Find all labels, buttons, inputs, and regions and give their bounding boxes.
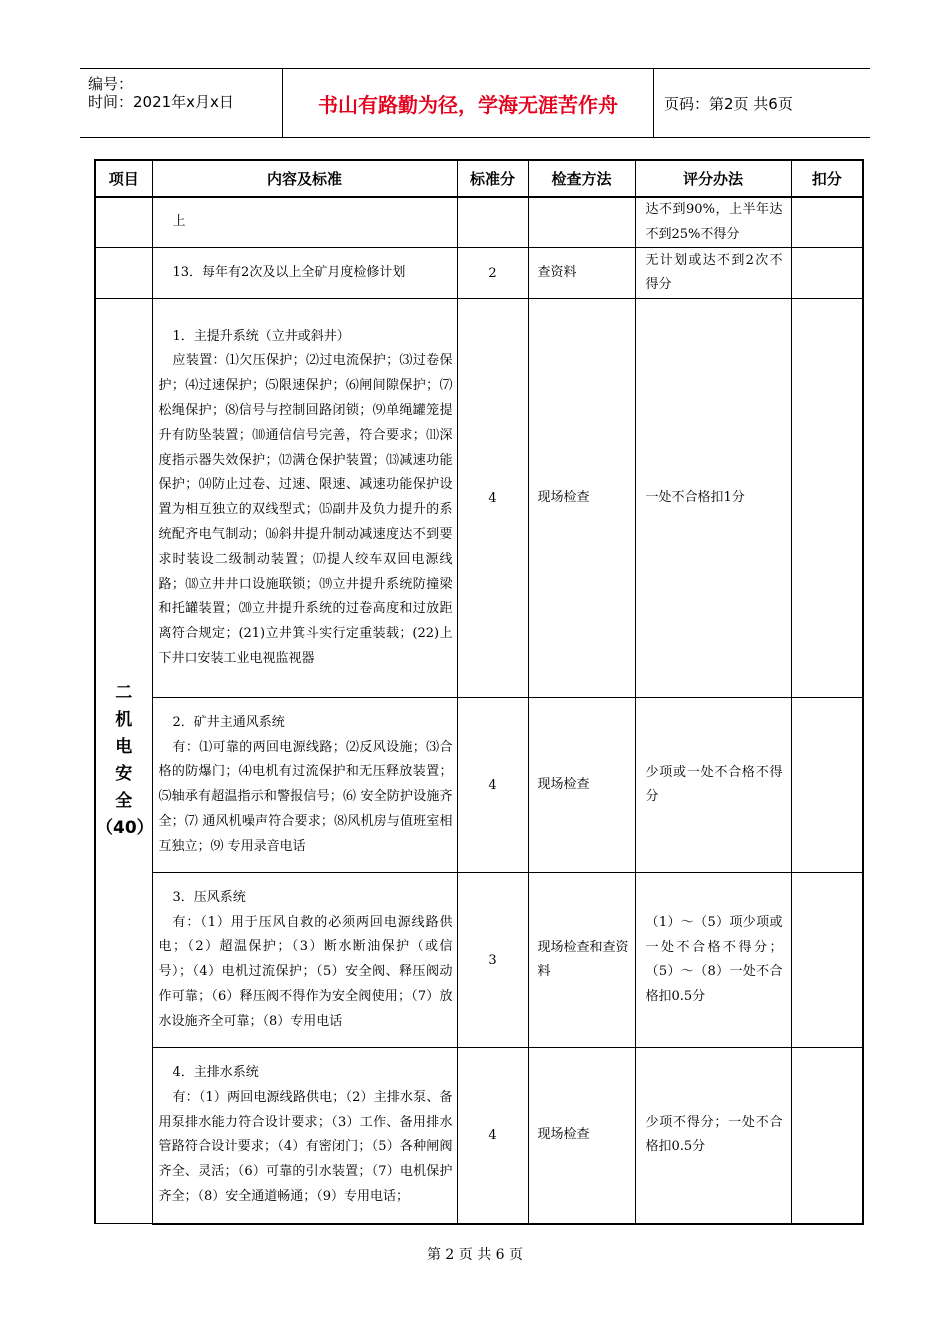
method-cell: 现场检查 (528, 698, 635, 873)
deduction-cell (791, 698, 863, 873)
category-line: 二 (115, 683, 133, 704)
rule-cell: 少项或一处不合格不得分 (635, 698, 791, 873)
table-row (95, 299, 863, 698)
column-header-method: 检查方法 (528, 160, 635, 197)
deduction-cell (791, 248, 863, 299)
content-cell (152, 299, 457, 698)
header-motto: 书山有路勤为径，学海无涯苦作舟 (283, 69, 654, 137)
deduction-cell (791, 299, 863, 698)
category-line: 机 (115, 710, 133, 731)
category-line: 电 (115, 737, 133, 758)
deduction-cell (791, 1048, 863, 1224)
column-header-rule: 评分办法 (635, 160, 791, 197)
content-title: 1．主提升系统（立井或斜井） (172, 328, 350, 344)
score-cell: 4 (457, 698, 528, 873)
header-page-number: 页码：第2页 共6页 (664, 94, 793, 113)
table-row (95, 248, 863, 299)
method-cell: 现场检查 (528, 1048, 635, 1224)
deduction-cell (791, 873, 863, 1048)
score-cell: 4 (457, 299, 528, 698)
table-row (95, 698, 863, 873)
table-row (95, 873, 863, 1048)
inspection-table (94, 159, 864, 1225)
score-cell: 2 (457, 248, 528, 299)
content-text: 上 (172, 214, 186, 230)
rule-cell: 一处不合格扣1分 (635, 299, 791, 698)
page-header (80, 68, 870, 138)
category-cell (95, 299, 152, 1224)
table-header-row (95, 160, 863, 197)
category-cell-empty (95, 248, 152, 299)
method-cell: 查资料 (528, 248, 635, 299)
method-cell: 现场检查 (528, 299, 635, 698)
content-cell (152, 197, 457, 248)
method-cell (528, 197, 635, 248)
category-cell-empty (95, 197, 152, 248)
table-row (95, 1048, 863, 1224)
content-cell (152, 873, 457, 1048)
rule-cell: 少项不得分；一处不合格扣0.5分 (635, 1048, 791, 1224)
deduction-cell (791, 197, 863, 248)
page-footer: 第 2 页 共 6 页 (426, 1247, 524, 1263)
score-cell (457, 197, 528, 248)
content-body: 有：（1）两回电源线路供电；（2）主排水泵、备用泵排水能力符合设计要求；（3）工作、备用排水管路符合设计要求；（4）有密闭门；（5）各种闸阀齐全、灵活；（6）可靠的引水装置；（7）电机保护齐全；（8）安全通道畅通；（9）专用电话； (158, 1089, 453, 1205)
method-cell: 现场检查和查资料 (528, 873, 635, 1048)
content-cell (152, 248, 457, 299)
rule-cell: （1）～（5）项少项或一处不合格不得分；（5）～（8）一处不合格扣0.5分 (635, 873, 791, 1048)
content-title: 4．主排水系统 (172, 1065, 259, 1081)
column-header-deduction: 扣分 (791, 160, 863, 197)
content-body: 有：（1）用于压风自救的必须两回电源线路供电；（2）超温保护；（3）断水断油保护（或信号）；（4）电机过流保护；（5）安全阀、释压阀动作可靠；（6）释压阀不得作为安全阀使用；（7）放水设施齐全可靠；（8）专用电话 (158, 914, 453, 1029)
content-body: 有：⑴可靠的两回电源线路；⑵反风设施；⑶合格的防爆门；⑷电机有过流保护和无压释放装置；⑸轴承有超温指示和警报信号；⑹ 安全防护设施齐全；⑺ 通风机噪声符合要求；⑻风机房与值班室相互独立；⑼ 专用录音电话 (158, 739, 453, 854)
document-time-label: 时间：2021年x月x日 (88, 93, 234, 111)
column-header-score: 标准分 (457, 160, 528, 197)
rule-cell: 达不到90%，上半年达不到25%不得分 (635, 197, 791, 248)
table-row (95, 197, 863, 248)
content-text: 13．每年有2次及以上全矿月度检修计划 (172, 264, 406, 280)
column-header-content: 内容及标准 (152, 160, 457, 197)
score-cell: 3 (457, 873, 528, 1048)
column-header-item: 项目 (95, 160, 152, 197)
content-title: 2．矿井主通风系统 (172, 714, 285, 730)
score-cell: 4 (457, 1048, 528, 1224)
content-cell (152, 698, 457, 873)
content-title: 3．压风系统 (172, 889, 246, 905)
document-number-label: 编号： (88, 75, 134, 93)
category-line: 全 (115, 791, 133, 812)
category-line: （40） (96, 818, 154, 839)
header-meta (80, 69, 283, 137)
content-body: 应装置：⑴欠压保护；⑵过电流保护；⑶过卷保护；⑷过速保护；⑸限速保护；⑹闸间隙保护；⑺松绳保护；⑻信号与控制回路闭锁；⑼单绳罐笼提升有防坠装置；⑽通信信号完善，符合要求；⑾深度指示器失效保护；⑿满仓保护装置；⒀减速功能保护；⒁防止过卷、过速、限速、减速功能保护设置为相互独立的双线型式；⒂副井及负力提升的系统配齐电气制动；⒃斜井提升制动减速度达不到要求时装设二级制动装置；⒄提人绞车双回电源线路；⒅立井井口设施联锁；⒆立井提升系统防撞梁和托罐装置；⒇立井提升系统的过卷高度和过放距离符合规定；(21)立井箕斗实行定重装载；(22)上下井口安装工业电视监视器 (158, 353, 453, 666)
category-line: 安 (115, 764, 133, 785)
content-cell (152, 1048, 457, 1224)
rule-cell: 无计划或达不到2次不得分 (635, 248, 791, 299)
